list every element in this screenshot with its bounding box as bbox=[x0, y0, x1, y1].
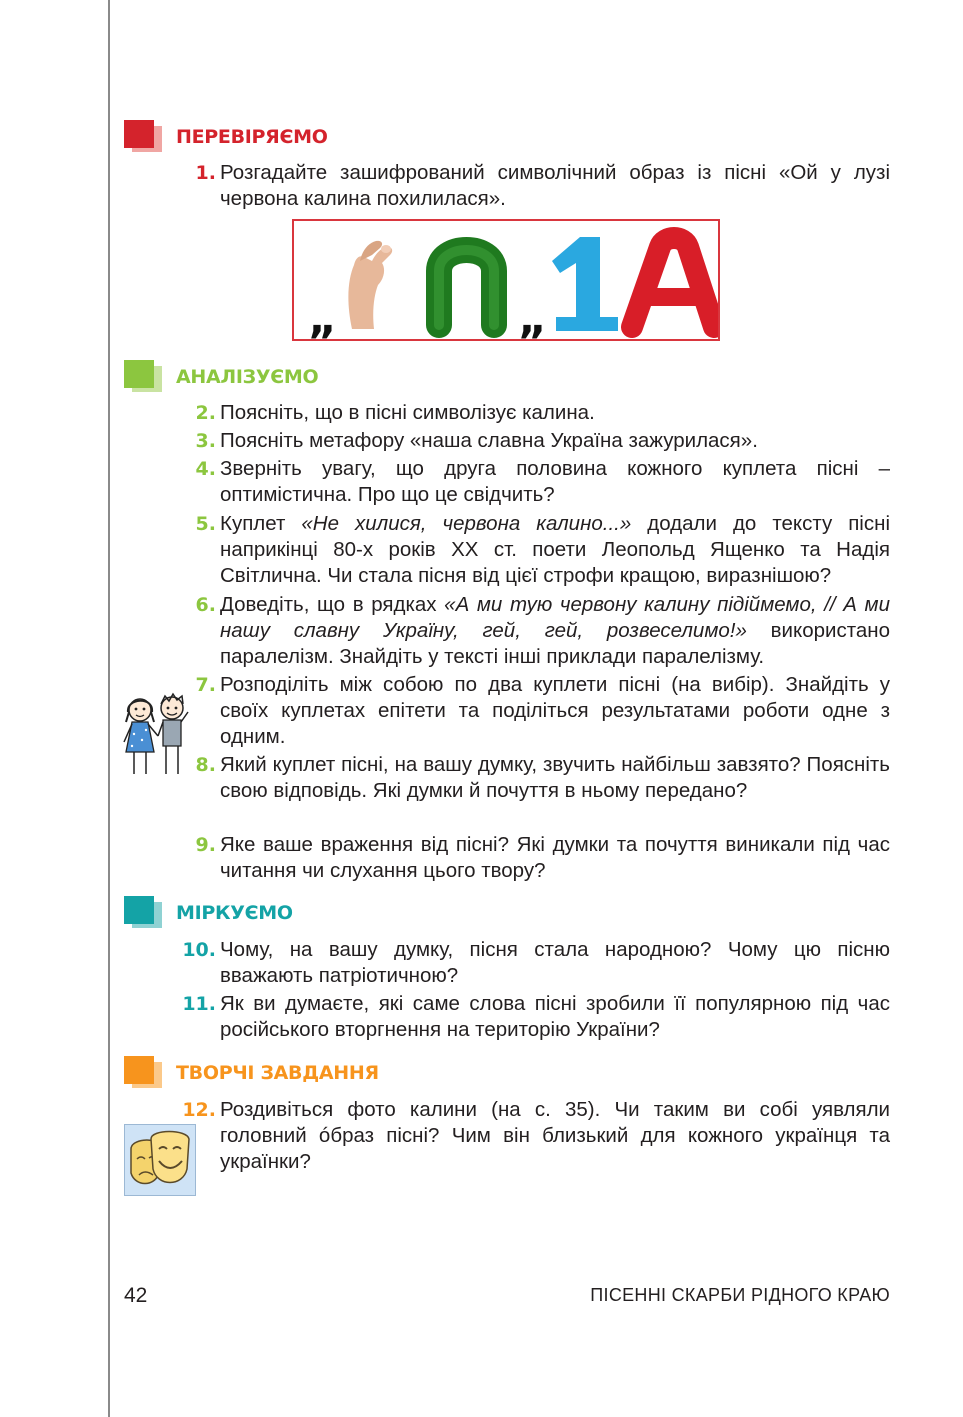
task-11 bbox=[182, 991, 890, 1043]
task-text-lead: Доведіть, що в рядках bbox=[220, 593, 445, 616]
task-text-rest: додали до тексту пісні наприкінці 80-х років XX ст. поети Леопольд Ященко та Надія Світлична. Чи стала пісня від цієї строфи кращою, виразнішою? bbox=[220, 512, 890, 587]
task-7 bbox=[195, 672, 890, 750]
rebus-letter-a bbox=[632, 238, 714, 327]
task-3 bbox=[195, 428, 890, 454]
task-text: Розподіліть між собою по два куплети пісні (на вибір). Знайдіть у своїх куплетах епітети та поділіться результатами роботи одне з одним. bbox=[220, 673, 890, 748]
page-number: 42 bbox=[124, 1284, 148, 1307]
task-number: 3. bbox=[195, 430, 216, 452]
section-marker bbox=[124, 360, 154, 388]
task-1 bbox=[195, 160, 890, 212]
running-title: ПІСЕННІ СКАРБИ РІДНОГО КРАЮ bbox=[590, 1285, 890, 1305]
task-text: Поясніть, що в пісні символізує калина. bbox=[220, 401, 595, 424]
rebus-letter-n bbox=[439, 250, 494, 325]
task-number: 4. bbox=[195, 458, 216, 480]
section-marker bbox=[124, 896, 154, 924]
hand-icon bbox=[348, 241, 392, 329]
task-quote: «А ми тую червону калину підіймемо, // А ми нашу славну Україну, гей, гей, розвеселимо!» bbox=[220, 593, 891, 642]
section-marker bbox=[124, 1056, 154, 1084]
task-number: 7. bbox=[195, 674, 216, 696]
task-number: 6. bbox=[195, 594, 216, 616]
task-8 bbox=[195, 752, 890, 804]
task-number: 1. bbox=[195, 162, 216, 184]
rebus-image bbox=[292, 219, 720, 341]
task-text: Поясніть метафору «наша славна Україна зажурилася». bbox=[220, 429, 758, 452]
task-text: Роздивіться фото калини (на с. 35). Чи таким ви собі уявляли головний óбраз пісні? Чим він близький для кожного українця та українки? bbox=[220, 1098, 890, 1173]
task-number: 8. bbox=[195, 754, 216, 776]
section-title: МІРКУЄМО bbox=[176, 902, 293, 924]
margin-line bbox=[108, 0, 110, 1417]
task-number: 5. bbox=[195, 513, 216, 535]
task-9 bbox=[195, 832, 890, 884]
theater-masks-icon bbox=[124, 1124, 196, 1196]
children-pair-icon bbox=[120, 690, 196, 780]
rebus-digit-one bbox=[552, 237, 618, 331]
task-number: 9. bbox=[195, 834, 216, 856]
task-2 bbox=[195, 400, 890, 426]
task-text: Яке ваше враження від пісні? Які думки та почуття виникали під час читання чи слухання цього твору? bbox=[220, 833, 890, 882]
task-quote: «Не хилися, червона калино...» bbox=[301, 512, 632, 535]
task-text: Чому, на вашу думку, пісня стала народною? Чому цю пісню вважають патріотичною? bbox=[220, 938, 890, 987]
task-text-lead: Куплет bbox=[220, 512, 302, 535]
task-number: 11. bbox=[182, 993, 216, 1015]
task-text-rest: використано паралелізм. Знайдіть у тексті інші приклади паралелізму. bbox=[220, 619, 890, 668]
task-10 bbox=[182, 937, 890, 989]
rebus-drawing bbox=[294, 221, 718, 339]
task-12 bbox=[182, 1097, 890, 1175]
task-text: Розгадайте зашифрований символічний образ із пісні «Ой у лузі червона калина похилилася». bbox=[220, 161, 890, 210]
rebus-comma-1: „ bbox=[308, 293, 337, 339]
section-marker bbox=[124, 120, 154, 148]
task-4 bbox=[195, 456, 890, 508]
task-text: Зверніть увагу, що друга половина кожного куплета пісні – оптимістична. Про що це свідчить? bbox=[220, 457, 890, 506]
task-number: 2. bbox=[195, 402, 216, 424]
task-number: 10. bbox=[182, 939, 216, 961]
section-title: ТВОРЧІ ЗАВДАННЯ bbox=[176, 1062, 379, 1084]
section-title: АНАЛІЗУЄМО bbox=[176, 366, 319, 388]
task-number: 12. bbox=[182, 1099, 216, 1121]
section-title: ПЕРЕВІРЯЄМО bbox=[176, 126, 328, 148]
task-text: Як ви думаєте, які саме слова пісні зробили її популярною під час російського вторгнення на територію України? bbox=[220, 992, 890, 1041]
task-5 bbox=[195, 511, 890, 589]
task-6 bbox=[195, 592, 891, 670]
task-text: Який куплет пісні, на вашу думку, звучить найбільш завзято? Поясніть свою відповідь. Які думки й почуття в ньому передано? bbox=[220, 753, 890, 802]
rebus-comma-2: „ bbox=[518, 293, 547, 339]
